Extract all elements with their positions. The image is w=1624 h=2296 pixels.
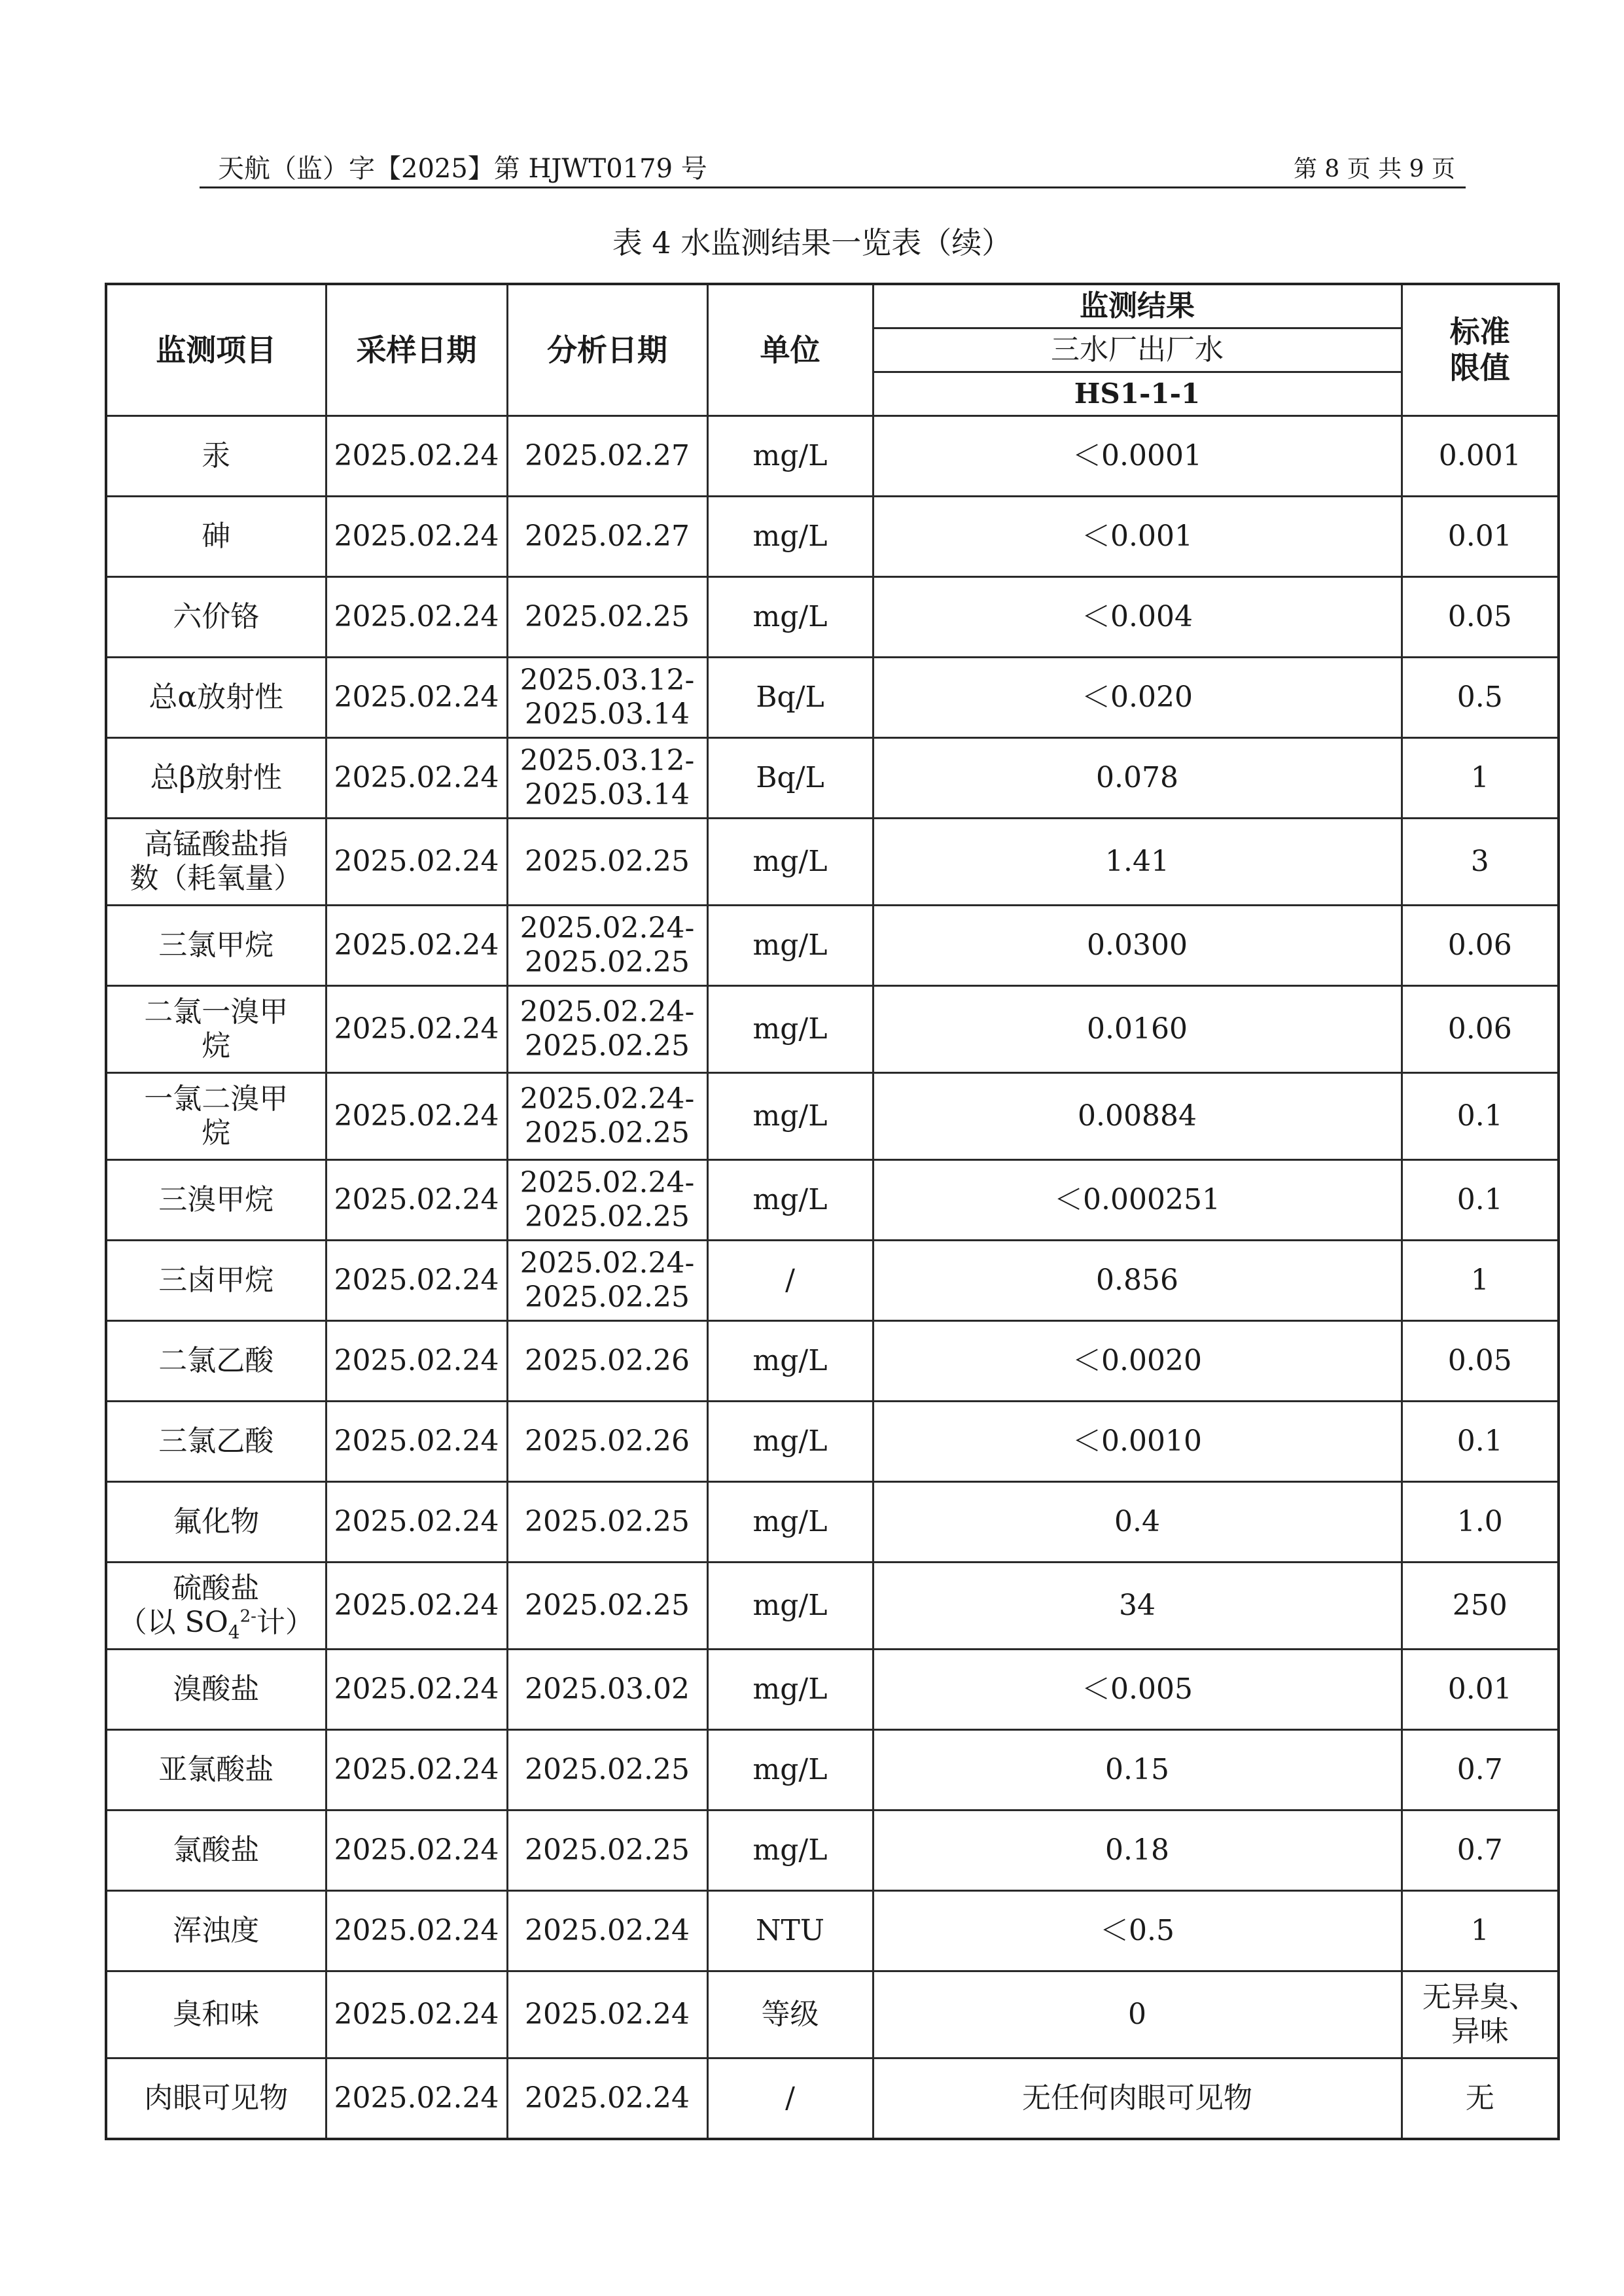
- table-title: 表 4 水监测结果一览表（续）: [612, 225, 1012, 260]
- item-line1: 一氯二溴甲: [144, 1082, 289, 1116]
- cell-analysis-date: [507, 1240, 707, 1320]
- cell-limit: 0.05: [1402, 576, 1559, 657]
- table-row: [106, 1072, 1559, 1159]
- cell-result: 0.0300: [873, 905, 1402, 985]
- cell-sample-date: 2025.02.24: [326, 2058, 507, 2139]
- table-row: [106, 1562, 1559, 1649]
- cell-limit: 250: [1402, 1562, 1559, 1649]
- cell-analysis-date: 2025.02.24: [507, 2058, 707, 2139]
- item-prefix: （以 SO: [118, 1605, 228, 1639]
- cell-sample-date: 2025.02.24: [326, 1159, 507, 1240]
- cell-item: [106, 985, 326, 1072]
- cell-item: 氯酸盐: [106, 1810, 326, 1890]
- table-row: [106, 1649, 1559, 1729]
- header-rule: [200, 186, 1466, 188]
- cell-result: 0.15: [873, 1729, 1402, 1810]
- cell-unit: mg/L: [707, 1649, 873, 1729]
- item-line1: 二氯一溴甲: [144, 995, 289, 1029]
- item-superscript: 2-: [239, 1606, 256, 1626]
- cell-sample-date: 2025.02.24: [326, 1649, 507, 1729]
- cell-unit: Bq/L: [707, 657, 873, 737]
- cell-unit: mg/L: [707, 1320, 873, 1401]
- cell-sample-date: 2025.02.24: [326, 818, 507, 905]
- cell-result: 0: [873, 1971, 1402, 2058]
- cell-analysis-date: [507, 985, 707, 1072]
- cell-result: 0.856: [873, 1240, 1402, 1320]
- cell-unit: mg/L: [707, 985, 873, 1072]
- cell-result: ＜0.004: [873, 576, 1402, 657]
- cell-limit: 0.06: [1402, 985, 1559, 1072]
- cell-analysis-date: 2025.03.02: [507, 1649, 707, 1729]
- cell-limit: 1.0: [1402, 1481, 1559, 1562]
- analysis-date-end: 2025.02.25: [525, 1116, 690, 1150]
- cell-item: 浑浊度: [106, 1890, 326, 1971]
- cell-item: 汞: [106, 415, 326, 496]
- cell-sample-date: 2025.02.24: [326, 1240, 507, 1320]
- cell-unit: mg/L: [707, 496, 873, 576]
- cell-sample-date: 2025.02.24: [326, 496, 507, 576]
- cell-analysis-date: 2025.02.25: [507, 818, 707, 905]
- cell-analysis-date: [507, 657, 707, 737]
- cell-unit: mg/L: [707, 1729, 873, 1810]
- analysis-date-start: 2025.02.24-: [520, 1082, 695, 1116]
- analysis-date-start: 2025.03.12-: [520, 743, 695, 777]
- cell-limit: 3: [1402, 818, 1559, 905]
- analysis-date-end: 2025.02.25: [525, 1029, 690, 1063]
- cell-result: 34: [873, 1562, 1402, 1649]
- cell-sample-date: 2025.02.24: [326, 1320, 507, 1401]
- col-header-site: 三水厂出厂水: [873, 328, 1402, 372]
- cell-result: ＜0.000251: [873, 1159, 1402, 1240]
- cell-unit: mg/L: [707, 1401, 873, 1481]
- cell-limit: 0.5: [1402, 657, 1559, 737]
- page-info: 第 8 页 共 9 页: [1293, 156, 1455, 183]
- cell-analysis-date: [507, 905, 707, 985]
- cell-sample-date: 2025.02.24: [326, 1810, 507, 1890]
- cell-limit: 1: [1402, 1240, 1559, 1320]
- cell-sample-date: 2025.02.24: [326, 1401, 507, 1481]
- cell-limit: 0.06: [1402, 905, 1559, 985]
- item-line2: [111, 1605, 321, 1643]
- col-header-sample-date: 采样日期: [326, 284, 507, 415]
- cell-limit: 0.1: [1402, 1401, 1559, 1481]
- cell-item: 溴酸盐: [106, 1649, 326, 1729]
- table-row: [106, 1159, 1559, 1240]
- cell-analysis-date: 2025.02.25: [507, 1481, 707, 1562]
- cell-sample-date: 2025.02.24: [326, 576, 507, 657]
- item-suffix: 计）: [256, 1605, 314, 1639]
- results-table: [105, 283, 1560, 2140]
- cell-item: 三溴甲烷: [106, 1159, 326, 1240]
- table-row: [106, 905, 1559, 985]
- cell-limit: 0.01: [1402, 1649, 1559, 1729]
- col-header-result: 监测结果: [873, 284, 1402, 328]
- cell-analysis-date: [507, 737, 707, 818]
- cell-sample-date: 2025.02.24: [326, 1481, 507, 1562]
- cell-limit: 1: [1402, 1890, 1559, 1971]
- cell-item: 总β放射性: [106, 737, 326, 818]
- cell-unit: Bq/L: [707, 737, 873, 818]
- item-subscript: 4: [228, 1621, 240, 1643]
- cell-sample-date: 2025.02.24: [326, 1729, 507, 1810]
- cell-item: 总α放射性: [106, 657, 326, 737]
- cell-item: [106, 818, 326, 905]
- cell-item: 臭和味: [106, 1971, 326, 2058]
- cell-item: 三卤甲烷: [106, 1240, 326, 1320]
- table-row: [106, 1320, 1559, 1401]
- cell-result: ＜0.0020: [873, 1320, 1402, 1401]
- analysis-date-end: 2025.02.25: [525, 1280, 690, 1314]
- cell-limit: 0.001: [1402, 415, 1559, 496]
- cell-result: ＜0.0010: [873, 1401, 1402, 1481]
- item-line2: 数（耗氧量）: [130, 861, 303, 895]
- analysis-date-start: 2025.02.24-: [520, 1165, 695, 1199]
- item-line2: 烷: [202, 1116, 231, 1150]
- cell-limit: [1402, 1971, 1559, 2058]
- table-row: [106, 496, 1559, 576]
- cell-analysis-date: 2025.02.25: [507, 1729, 707, 1810]
- cell-item: [106, 1562, 326, 1649]
- cell-unit: mg/L: [707, 1159, 873, 1240]
- cell-item: 砷: [106, 496, 326, 576]
- table-row: [106, 737, 1559, 818]
- cell-sample-date: 2025.02.24: [326, 737, 507, 818]
- table-row: [106, 985, 1559, 1072]
- cell-limit: 0.7: [1402, 1729, 1559, 1810]
- cell-limit: 0.01: [1402, 496, 1559, 576]
- cell-result: 0.078: [873, 737, 1402, 818]
- table-row: [106, 1729, 1559, 1810]
- analysis-date-end: 2025.02.25: [525, 1199, 690, 1233]
- cell-unit: /: [707, 1240, 873, 1320]
- cell-result: 0.18: [873, 1810, 1402, 1890]
- cell-unit: mg/L: [707, 1562, 873, 1649]
- table-row: [106, 1971, 1559, 2058]
- col-header-limit: [1402, 284, 1559, 415]
- cell-item: 六价铬: [106, 576, 326, 657]
- cell-unit: mg/L: [707, 818, 873, 905]
- cell-unit: mg/L: [707, 576, 873, 657]
- cell-unit: 等级: [707, 1971, 873, 2058]
- analysis-date-end: 2025.02.25: [525, 945, 690, 979]
- cell-sample-date: 2025.02.24: [326, 985, 507, 1072]
- cell-item: 三氯甲烷: [106, 905, 326, 985]
- cell-result: 1.41: [873, 818, 1402, 905]
- cell-analysis-date: 2025.02.26: [507, 1320, 707, 1401]
- cell-item: 二氯乙酸: [106, 1320, 326, 1401]
- cell-item: 三氯乙酸: [106, 1401, 326, 1481]
- table-row: [106, 1481, 1559, 1562]
- cell-unit: mg/L: [707, 905, 873, 985]
- cell-analysis-date: 2025.02.27: [507, 496, 707, 576]
- analysis-date-start: 2025.02.24-: [520, 911, 695, 945]
- cell-limit: 1: [1402, 737, 1559, 818]
- cell-result: ＜0.0001: [873, 415, 1402, 496]
- col-header-unit: 单位: [707, 284, 873, 415]
- cell-result: 0.00884: [873, 1072, 1402, 1159]
- cell-analysis-date: 2025.02.27: [507, 415, 707, 496]
- limit-line1: 无异臭、: [1422, 1980, 1538, 2014]
- cell-sample-date: 2025.02.24: [326, 657, 507, 737]
- cell-result: ＜0.001: [873, 496, 1402, 576]
- cell-unit: mg/L: [707, 415, 873, 496]
- table-row: [106, 657, 1559, 737]
- table-row: [106, 2058, 1559, 2139]
- cell-unit: mg/L: [707, 1810, 873, 1890]
- cell-sample-date: 2025.02.24: [326, 1890, 507, 1971]
- analysis-date-end: 2025.03.14: [525, 777, 690, 811]
- cell-analysis-date: 2025.02.25: [507, 1562, 707, 1649]
- analysis-date-start: 2025.02.24-: [520, 995, 695, 1029]
- cell-result: ＜0.020: [873, 657, 1402, 737]
- item-line1: 高锰酸盐指: [144, 827, 289, 861]
- table-row: [106, 576, 1559, 657]
- cell-analysis-date: 2025.02.25: [507, 576, 707, 657]
- cell-item: 氟化物: [106, 1481, 326, 1562]
- col-header-limit-line2: 限值: [1449, 349, 1510, 385]
- cell-limit: 无: [1402, 2058, 1559, 2139]
- cell-analysis-date: [507, 1072, 707, 1159]
- analysis-date-start: 2025.03.12-: [520, 663, 695, 697]
- cell-unit: NTU: [707, 1890, 873, 1971]
- cell-unit: /: [707, 2058, 873, 2139]
- cell-analysis-date: 2025.02.26: [507, 1401, 707, 1481]
- cell-analysis-date: 2025.02.25: [507, 1810, 707, 1890]
- cell-limit: 0.1: [1402, 1072, 1559, 1159]
- cell-sample-date: 2025.02.24: [326, 1562, 507, 1649]
- col-header-analysis-date: 分析日期: [507, 284, 707, 415]
- limit-line2: 异味: [1451, 2014, 1509, 2048]
- report-number: 天航（监）字【2025】第 HJWT0179 号: [218, 154, 707, 184]
- cell-item: [106, 1072, 326, 1159]
- cell-item: 肉眼可见物: [106, 2058, 326, 2139]
- cell-analysis-date: 2025.02.24: [507, 1971, 707, 2058]
- analysis-date-end: 2025.03.14: [525, 697, 690, 731]
- cell-unit: mg/L: [707, 1072, 873, 1159]
- cell-item: 亚氯酸盐: [106, 1729, 326, 1810]
- cell-result: 0.4: [873, 1481, 1402, 1562]
- cell-sample-date: 2025.02.24: [326, 415, 507, 496]
- cell-unit: mg/L: [707, 1481, 873, 1562]
- col-header-limit-line1: 标准: [1449, 314, 1510, 350]
- col-header-site-id: HS1-1-1: [873, 372, 1402, 415]
- table-row: [106, 1890, 1559, 1971]
- table-row: [106, 1240, 1559, 1320]
- table-row: [106, 1401, 1559, 1481]
- cell-limit: 0.1: [1402, 1159, 1559, 1240]
- table-row: [106, 415, 1559, 496]
- item-line1: 硫酸盐: [173, 1571, 260, 1605]
- cell-result: 无任何肉眼可见物: [873, 2058, 1402, 2139]
- col-header-item: 监测项目: [106, 284, 326, 415]
- cell-result: 0.0160: [873, 985, 1402, 1072]
- cell-sample-date: 2025.02.24: [326, 1072, 507, 1159]
- cell-result: ＜0.005: [873, 1649, 1402, 1729]
- table-row: [106, 1810, 1559, 1890]
- cell-limit: 0.05: [1402, 1320, 1559, 1401]
- cell-analysis-date: [507, 1159, 707, 1240]
- cell-limit: 0.7: [1402, 1810, 1559, 1890]
- cell-result: ＜0.5: [873, 1890, 1402, 1971]
- cell-sample-date: 2025.02.24: [326, 905, 507, 985]
- table-row: [106, 818, 1559, 905]
- analysis-date-start: 2025.02.24-: [520, 1246, 695, 1280]
- cell-sample-date: 2025.02.24: [326, 1971, 507, 2058]
- item-line2: 烷: [202, 1029, 231, 1063]
- cell-analysis-date: 2025.02.24: [507, 1890, 707, 1971]
